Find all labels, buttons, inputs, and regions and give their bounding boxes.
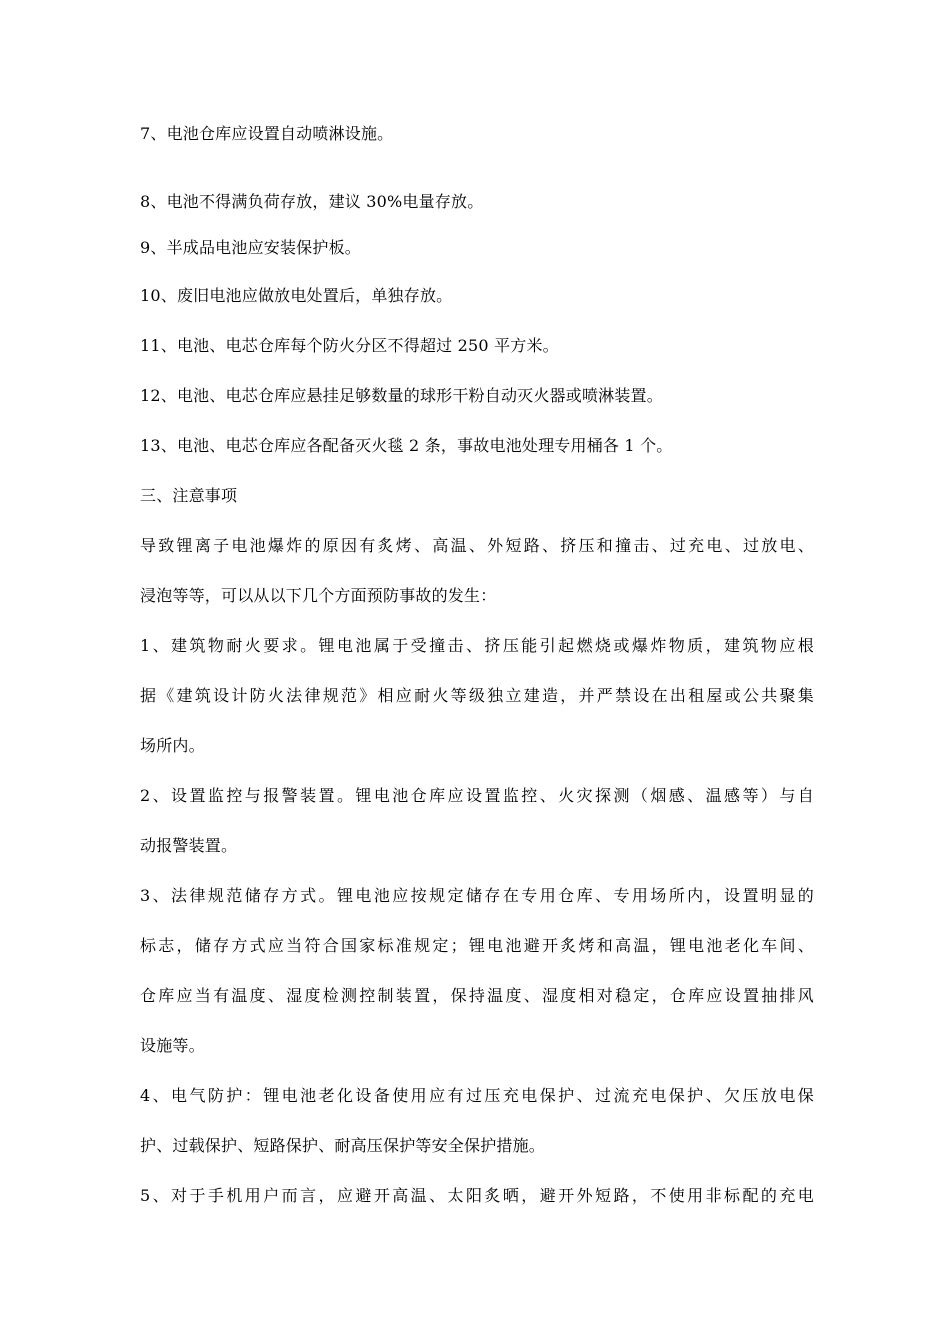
paragraph-line: 浸泡等等，可以从以下几个方面预防事故的发生： — [140, 586, 497, 605]
item-11: 11、电池、电芯仓库每个防火分区不得超过 250 平方米。 — [140, 336, 559, 355]
paragraph-line: 场所内。 — [140, 736, 205, 755]
paragraph-line: 导致锂离子电池爆炸的原因有炙烤、高温、外短路、挤压和撞击、过充电、过放电、 — [140, 536, 814, 555]
paragraph-line: 4、电气防护：锂电池老化设备使用应有过压充电保护、过流充电保护、欠压放电保 — [140, 1086, 814, 1105]
section-heading: 三、注意事项 — [140, 486, 238, 505]
paragraph-line: 仓库应当有温度、湿度检测控制装置，保持温度、湿度相对稳定，仓库应设置抽排风 — [140, 986, 814, 1005]
paragraph-line: 据《建筑设计防火法律规范》相应耐火等级独立建造，并严禁设在出租屋或公共聚集 — [140, 686, 814, 705]
paragraph-line: 标志，储存方式应当符合国家标准规定；锂电池避开炙烤和高温，锂电池老化车间、 — [140, 936, 814, 955]
paragraph-line: 5、对于手机用户而言，应避开高温、太阳炙晒，避开外短路，不使用非标配的充电 — [140, 1186, 814, 1205]
item-9: 9、半成品电池应安装保护板。 — [140, 238, 361, 257]
paragraph-line: 1、建筑物耐火要求。锂电池属于受撞击、挤压能引起燃烧或爆炸物质，建筑物应根 — [140, 636, 814, 655]
paragraph-line: 2、设置监控与报警装置。锂电池仓库应设置监控、火灾探测（烟感、温感等）与自 — [140, 786, 814, 805]
item-12: 12、电池、电芯仓库应悬挂足够数量的球形干粉自动灭火器或喷淋装置。 — [140, 386, 663, 405]
item-8: 8、电池不得满负荷存放，建议 30%电量存放。 — [140, 192, 484, 211]
paragraph-line: 动报警装置。 — [140, 836, 238, 855]
paragraph-line: 3、法律规范储存方式。锂电池应按规定储存在专用仓库、专用场所内，设置明显的 — [140, 886, 814, 905]
paragraph-line: 护、过载保护、短路保护、耐高压保护等安全保护措施。 — [140, 1136, 546, 1155]
item-13: 13、电池、电芯仓库应各配备灭火毯 2 条，事故电池处理专用桶各 1 个。 — [140, 436, 673, 455]
item-10: 10、废旧电池应做放电处置后，单独存放。 — [140, 286, 453, 305]
item-7: 7、电池仓库应设置自动喷淋设施。 — [140, 124, 394, 143]
paragraph-line: 设施等。 — [140, 1036, 205, 1055]
